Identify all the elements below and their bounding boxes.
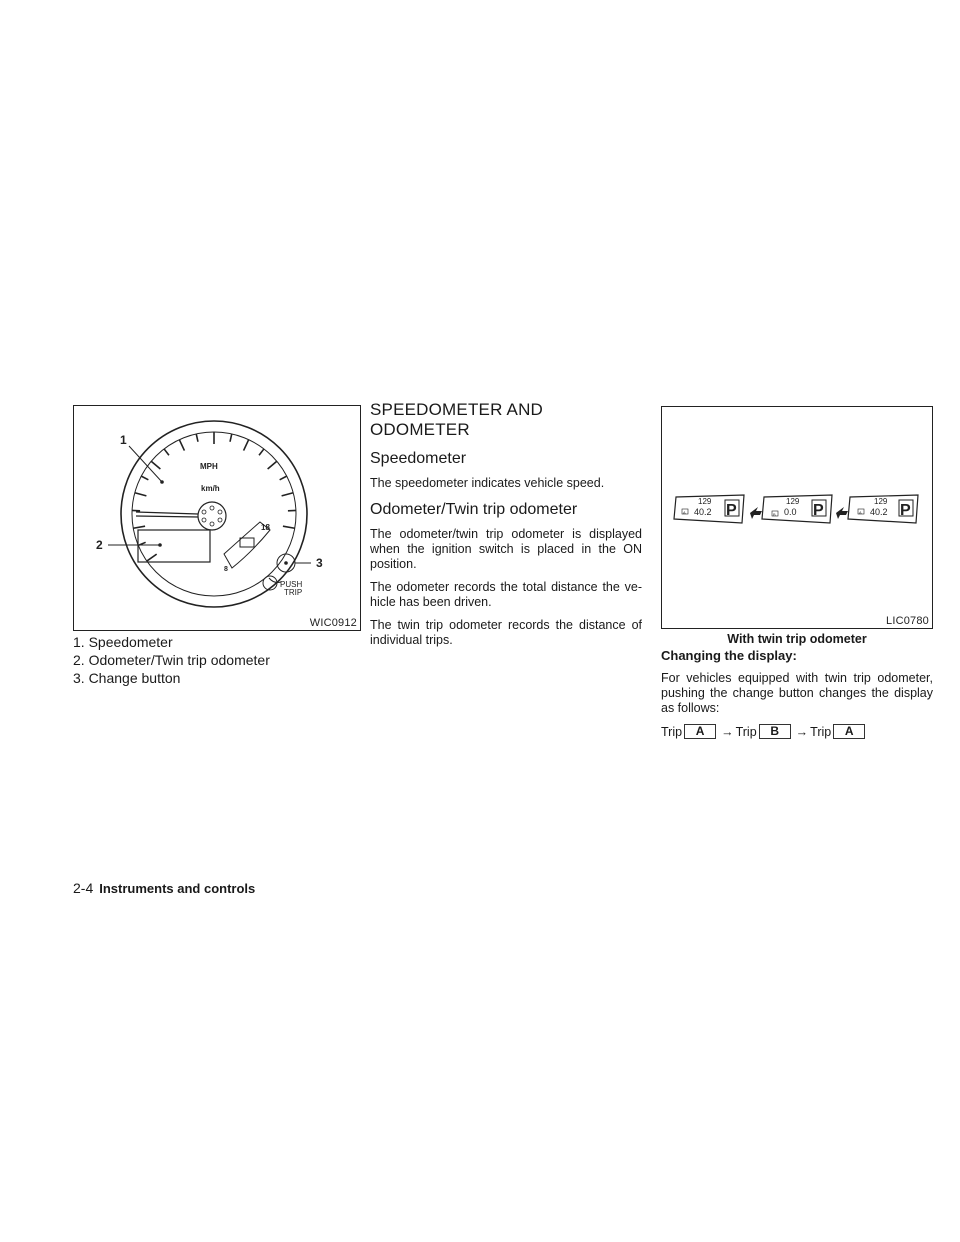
trip-mode: B	[773, 512, 776, 517]
gear-indicator: P	[813, 502, 824, 519]
odometer-paragraph: The twin trip odometer records the distance of individual trips.	[370, 618, 642, 647]
gauge-tick	[244, 440, 249, 451]
push-label: PUSH	[280, 580, 303, 589]
legend-item: 3. Change button	[73, 670, 181, 686]
trip-sequence	[661, 724, 933, 739]
gear-indicator: P	[900, 502, 911, 519]
gauge-mph-label: MPH	[200, 462, 218, 471]
gauge-tick	[164, 449, 169, 455]
section-title: SPEEDOMETER AND ODOMETER	[370, 400, 544, 439]
gauge-tick	[135, 493, 147, 496]
trip-value: 40.2	[870, 507, 888, 517]
arrow-right-icon: →	[721, 724, 734, 739]
trip-label: TRIP	[284, 588, 303, 597]
gauge-8-label: 8	[224, 566, 228, 573]
speedometer-heading: Speedometer	[370, 450, 467, 467]
twin-trip-figure	[661, 406, 933, 629]
odometer-paragraph: The odometer records the total distance the ve- hicle has been driven.	[370, 580, 642, 609]
gauge-tick	[196, 434, 198, 442]
callout-2: 2	[96, 538, 103, 552]
callout-1: 1	[120, 433, 127, 447]
gauge-18-label: 18	[261, 523, 270, 532]
trip-b-box: B	[759, 724, 791, 739]
trip-mode: A	[859, 510, 862, 515]
trip-value: 40.2	[694, 507, 712, 517]
gauge-tick	[147, 554, 157, 561]
odo-value: 129	[874, 497, 888, 506]
gauge-tick	[268, 461, 277, 469]
callout-3: 3	[316, 556, 323, 570]
odometer-heading: Odometer/Twin trip odometer	[370, 501, 578, 518]
odo-value: 129	[698, 497, 712, 506]
chapter-title: Instruments and controls	[99, 881, 256, 896]
speedometer-figure	[73, 405, 361, 631]
page-footer	[73, 880, 255, 896]
gauge-tick	[282, 493, 294, 496]
twin-trip-illustration	[662, 407, 932, 628]
odometer-display	[762, 495, 832, 523]
page-number: 2-4	[73, 880, 94, 896]
gauge-tick	[283, 526, 295, 528]
legend-item: 2. Odometer/Twin trip odometer	[73, 652, 270, 668]
speedometer-illustration	[74, 406, 360, 630]
legend-item: 1. Speedometer	[73, 634, 173, 650]
trip-value: 0.0	[784, 507, 797, 517]
gauge-tick	[179, 440, 184, 451]
odometer-display	[674, 495, 744, 523]
gauge-tick	[230, 434, 232, 442]
arrow-icon	[750, 507, 762, 519]
speedometer-text: The speedometer indicates vehicle speed.	[370, 476, 605, 490]
gauge-tick	[151, 461, 160, 469]
section-column	[370, 400, 642, 656]
odometer-paragraph: The odometer/twin trip odometer is displayed when the ignition switch is placed in the ON position.	[370, 527, 642, 571]
gauge-tick	[280, 476, 287, 480]
changing-heading: Changing the display:	[661, 648, 797, 663]
gauge-tick	[133, 526, 145, 528]
gauge-tick	[259, 449, 264, 455]
gauge-kmh-label: km/h	[201, 484, 220, 493]
figure-legend	[73, 633, 270, 687]
trip-a-box: A	[833, 724, 865, 739]
arrow-right-icon: →	[795, 724, 809, 739]
figure-caption: With twin trip odometer	[727, 632, 867, 646]
trip-label: Trip	[810, 724, 832, 739]
odometer-display	[848, 495, 918, 523]
figure-code: LIC0780	[883, 614, 932, 628]
figure-code: WIC0912	[307, 616, 360, 630]
odo-value: 129	[786, 497, 800, 506]
gear-indicator: P	[726, 502, 737, 519]
changing-text: For vehicles equipped with twin trip odometer, pushing the change button changes the display as follows:	[661, 671, 933, 715]
trip-mode: A	[683, 510, 686, 515]
arrow-icon	[836, 507, 848, 519]
changing-column	[661, 632, 933, 739]
trip-label: Trip	[735, 724, 757, 739]
trip-a-box: A	[684, 724, 716, 739]
trip-label: Trip	[661, 724, 683, 739]
gauge-tick	[141, 476, 148, 480]
